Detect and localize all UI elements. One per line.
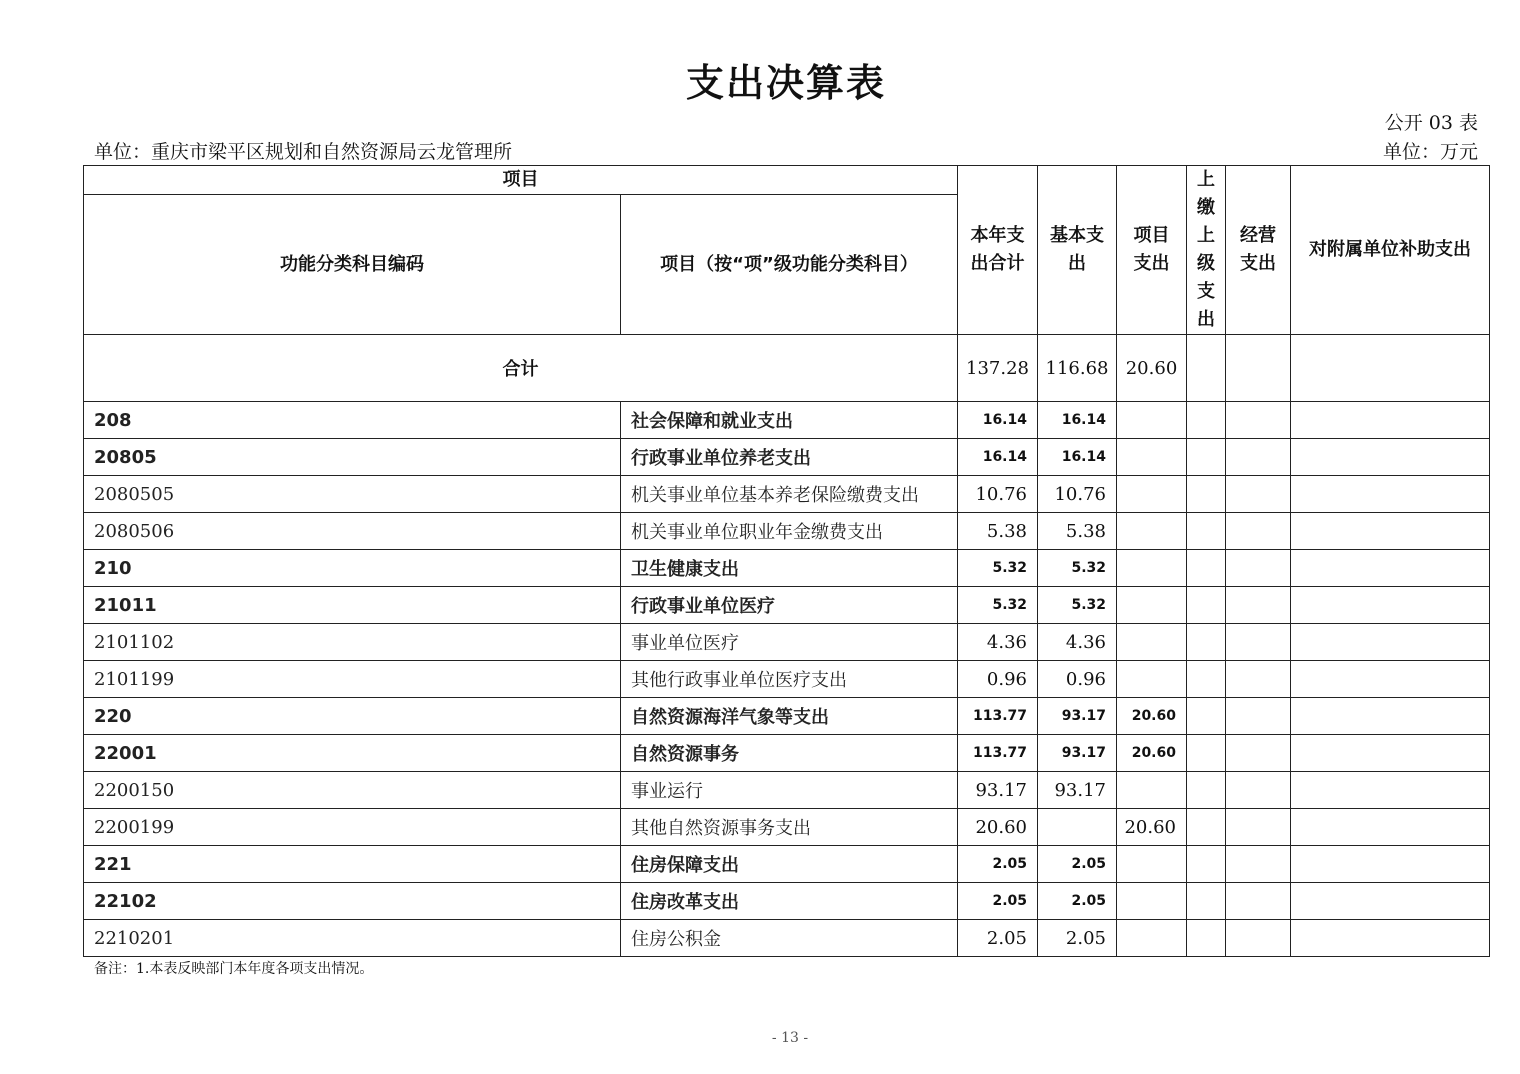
table-row bbox=[84, 513, 1490, 550]
row-code: 2200199 bbox=[84, 809, 621, 846]
row-subsidy bbox=[1291, 513, 1490, 550]
row-name: 其他行政事业单位医疗支出 bbox=[621, 661, 958, 698]
row-project bbox=[1117, 513, 1187, 550]
row-code: 22001 bbox=[84, 735, 621, 772]
table-row bbox=[84, 846, 1490, 883]
row-project bbox=[1117, 624, 1187, 661]
total-amount: 137.28 bbox=[958, 335, 1038, 402]
row-code: 21011 bbox=[84, 587, 621, 624]
row-basic: 2.05 bbox=[1038, 846, 1117, 883]
row-basic: 2.05 bbox=[1038, 883, 1117, 920]
row-basic: 4.36 bbox=[1038, 624, 1117, 661]
row-project bbox=[1117, 550, 1187, 587]
row-remit bbox=[1187, 402, 1226, 439]
row-total: 2.05 bbox=[958, 846, 1038, 883]
row-total: 0.96 bbox=[958, 661, 1038, 698]
header-remit: 上缴上级支出 bbox=[1187, 166, 1226, 335]
row-name: 其他自然资源事务支出 bbox=[621, 809, 958, 846]
row-total: 5.38 bbox=[958, 513, 1038, 550]
row-remit bbox=[1187, 920, 1226, 957]
row-total: 20.60 bbox=[958, 809, 1038, 846]
row-operate bbox=[1226, 513, 1291, 550]
row-name: 自然资源事务 bbox=[621, 735, 958, 772]
row-operate bbox=[1226, 476, 1291, 513]
header-code: 功能分类科目编码 bbox=[84, 195, 621, 335]
row-project bbox=[1117, 883, 1187, 920]
total-label: 合计 bbox=[84, 335, 958, 402]
row-code: 2101199 bbox=[84, 661, 621, 698]
row-total: 16.14 bbox=[958, 439, 1038, 476]
row-project bbox=[1117, 920, 1187, 957]
row-basic: 5.32 bbox=[1038, 587, 1117, 624]
row-operate bbox=[1226, 920, 1291, 957]
row-remit bbox=[1187, 698, 1226, 735]
table-row bbox=[84, 698, 1490, 735]
total-operate bbox=[1226, 335, 1291, 402]
header-item: 项目 bbox=[84, 166, 958, 195]
row-code: 22102 bbox=[84, 883, 621, 920]
row-remit bbox=[1187, 809, 1226, 846]
table-row bbox=[84, 735, 1490, 772]
page-number: - 13 - bbox=[771, 1030, 809, 1046]
row-subsidy bbox=[1291, 772, 1490, 809]
row-name: 住房保障支出 bbox=[621, 846, 958, 883]
row-subsidy bbox=[1291, 661, 1490, 698]
row-total: 93.17 bbox=[958, 772, 1038, 809]
row-operate bbox=[1226, 698, 1291, 735]
row-code: 2210201 bbox=[84, 920, 621, 957]
total-project: 20.60 bbox=[1117, 335, 1187, 402]
row-project bbox=[1117, 476, 1187, 513]
row-project bbox=[1117, 439, 1187, 476]
row-remit bbox=[1187, 661, 1226, 698]
row-project: 20.60 bbox=[1117, 735, 1187, 772]
table-row bbox=[84, 550, 1490, 587]
table-row bbox=[84, 920, 1490, 957]
total-remit bbox=[1187, 335, 1226, 402]
row-code: 2080506 bbox=[84, 513, 621, 550]
expenditure-table bbox=[83, 165, 1490, 957]
row-basic: 93.17 bbox=[1038, 772, 1117, 809]
row-subsidy bbox=[1291, 587, 1490, 624]
row-remit bbox=[1187, 587, 1226, 624]
header-total: 本年支出合计 bbox=[958, 166, 1038, 335]
row-remit bbox=[1187, 476, 1226, 513]
header-subsidy: 对附属单位补助支出 bbox=[1291, 166, 1490, 335]
row-code: 2080505 bbox=[84, 476, 621, 513]
total-row bbox=[84, 335, 1490, 402]
row-basic: 93.17 bbox=[1038, 735, 1117, 772]
row-remit bbox=[1187, 439, 1226, 476]
row-remit bbox=[1187, 883, 1226, 920]
row-remit bbox=[1187, 513, 1226, 550]
row-name: 住房改革支出 bbox=[621, 883, 958, 920]
row-code: 210 bbox=[84, 550, 621, 587]
row-name: 行政事业单位医疗 bbox=[621, 587, 958, 624]
table-code: 公开 03 表 bbox=[1384, 112, 1478, 134]
row-basic: 93.17 bbox=[1038, 698, 1117, 735]
row-name: 住房公积金 bbox=[621, 920, 958, 957]
row-remit bbox=[1187, 846, 1226, 883]
row-basic bbox=[1038, 809, 1117, 846]
page-title: 支出决算表 bbox=[685, 61, 886, 105]
row-remit bbox=[1187, 772, 1226, 809]
table-row bbox=[84, 624, 1490, 661]
row-name: 卫生健康支出 bbox=[621, 550, 958, 587]
row-total: 2.05 bbox=[958, 920, 1038, 957]
row-code: 208 bbox=[84, 402, 621, 439]
row-name: 自然资源海洋气象等支出 bbox=[621, 698, 958, 735]
row-basic: 5.38 bbox=[1038, 513, 1117, 550]
row-remit bbox=[1187, 550, 1226, 587]
row-operate bbox=[1226, 402, 1291, 439]
row-basic: 0.96 bbox=[1038, 661, 1117, 698]
row-subsidy bbox=[1291, 402, 1490, 439]
header-basic: 基本支出 bbox=[1038, 166, 1117, 335]
row-name: 机关事业单位基本养老保险缴费支出 bbox=[621, 476, 958, 513]
note: 备注：1.本表反映部门本年度各项支出情况。 bbox=[94, 961, 374, 977]
row-operate bbox=[1226, 587, 1291, 624]
row-total: 5.32 bbox=[958, 587, 1038, 624]
row-name: 事业运行 bbox=[621, 772, 958, 809]
row-subsidy bbox=[1291, 550, 1490, 587]
row-subsidy bbox=[1291, 809, 1490, 846]
row-operate bbox=[1226, 772, 1291, 809]
row-total: 113.77 bbox=[958, 735, 1038, 772]
row-project: 20.60 bbox=[1117, 698, 1187, 735]
table-row bbox=[84, 402, 1490, 439]
row-total: 4.36 bbox=[958, 624, 1038, 661]
table-row bbox=[84, 772, 1490, 809]
table-row bbox=[84, 587, 1490, 624]
row-code: 2200150 bbox=[84, 772, 621, 809]
table-row bbox=[84, 476, 1490, 513]
row-operate bbox=[1226, 735, 1291, 772]
row-project bbox=[1117, 661, 1187, 698]
row-code: 20805 bbox=[84, 439, 621, 476]
row-project: 20.60 bbox=[1117, 809, 1187, 846]
row-operate bbox=[1226, 550, 1291, 587]
row-subsidy bbox=[1291, 698, 1490, 735]
row-operate bbox=[1226, 661, 1291, 698]
row-subsidy bbox=[1291, 883, 1490, 920]
row-basic: 16.14 bbox=[1038, 402, 1117, 439]
header-name: 项目（按“项”级功能分类科目） bbox=[621, 195, 958, 335]
row-total: 2.05 bbox=[958, 883, 1038, 920]
row-operate bbox=[1226, 809, 1291, 846]
row-name: 机关事业单位职业年金缴费支出 bbox=[621, 513, 958, 550]
row-remit bbox=[1187, 735, 1226, 772]
row-basic: 10.76 bbox=[1038, 476, 1117, 513]
unit-label: 单位：万元 bbox=[1382, 141, 1478, 163]
table-row bbox=[84, 439, 1490, 476]
row-project bbox=[1117, 402, 1187, 439]
row-operate bbox=[1226, 439, 1291, 476]
row-total: 16.14 bbox=[958, 402, 1038, 439]
row-code: 2101102 bbox=[84, 624, 621, 661]
row-code: 221 bbox=[84, 846, 621, 883]
header-operate: 经营支出 bbox=[1226, 166, 1291, 335]
row-subsidy bbox=[1291, 624, 1490, 661]
row-project bbox=[1117, 846, 1187, 883]
row-name: 事业单位医疗 bbox=[621, 624, 958, 661]
row-operate bbox=[1226, 883, 1291, 920]
row-name: 行政事业单位养老支出 bbox=[621, 439, 958, 476]
header-project: 项目支出 bbox=[1117, 166, 1187, 335]
row-basic: 5.32 bbox=[1038, 550, 1117, 587]
table-row bbox=[84, 883, 1490, 920]
row-subsidy bbox=[1291, 476, 1490, 513]
row-basic: 16.14 bbox=[1038, 439, 1117, 476]
row-total: 5.32 bbox=[958, 550, 1038, 587]
table-row bbox=[84, 661, 1490, 698]
row-project bbox=[1117, 772, 1187, 809]
row-basic: 2.05 bbox=[1038, 920, 1117, 957]
table-row bbox=[84, 809, 1490, 846]
row-remit bbox=[1187, 624, 1226, 661]
row-total: 10.76 bbox=[958, 476, 1038, 513]
total-basic: 116.68 bbox=[1038, 335, 1117, 402]
row-name: 社会保障和就业支出 bbox=[621, 402, 958, 439]
row-operate bbox=[1226, 846, 1291, 883]
row-total: 113.77 bbox=[958, 698, 1038, 735]
row-operate bbox=[1226, 624, 1291, 661]
row-code: 220 bbox=[84, 698, 621, 735]
row-subsidy bbox=[1291, 735, 1490, 772]
unit-name: 单位：重庆市梁平区规划和自然资源局云龙管理所 bbox=[94, 141, 513, 163]
row-subsidy bbox=[1291, 846, 1490, 883]
row-subsidy bbox=[1291, 439, 1490, 476]
total-subsidy bbox=[1291, 335, 1490, 402]
row-subsidy bbox=[1291, 920, 1490, 957]
row-project bbox=[1117, 587, 1187, 624]
